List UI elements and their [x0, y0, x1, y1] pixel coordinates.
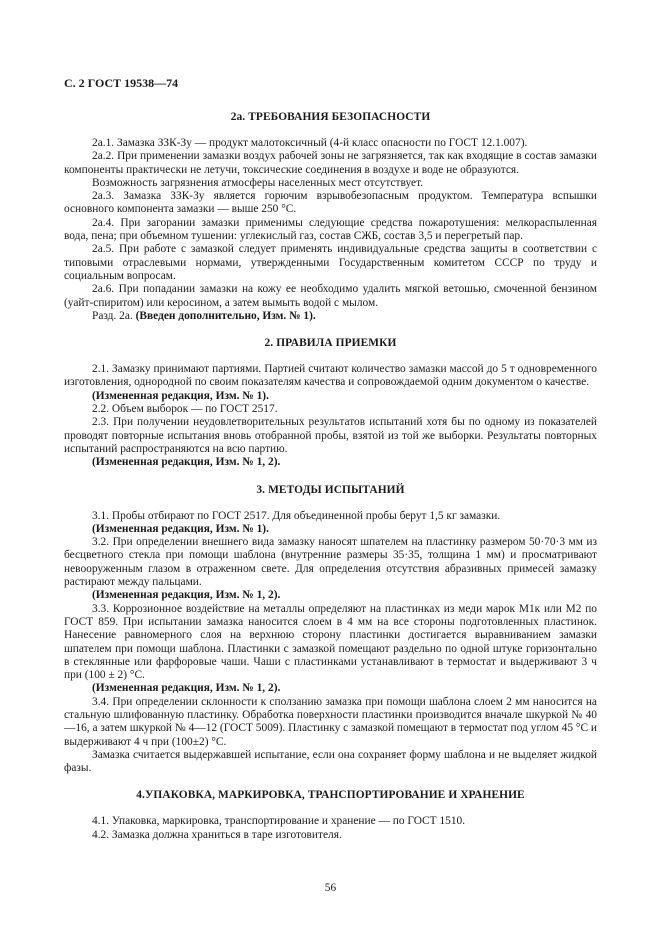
paragraph: Возможность загрязнения атмосферы населенных мест отсутствует. — [92, 176, 424, 189]
page-number: 56 — [324, 882, 337, 894]
section-title: 3. МЕТОДЫ ИСПЫТАНИЙ — [256, 483, 405, 496]
paragraph: 2.2. Объем выборок — по ГОСТ 2517. — [92, 403, 278, 416]
amendment-note: (Измененная редакция, Изм. № 1). — [92, 389, 269, 402]
section-title: 4.УПАКОВКА, МАРКИРОВКА, ТРАНСПОРТИРОВАНИЕ И ХРАНЕНИЕ — [136, 789, 525, 802]
note-prefix: Разд. 2а. — [92, 309, 136, 322]
paragraph: 2а.1. Замазка ЗЗК-Зу — продукт малотоксичный (4-й класс опасности по ГОСТ 12.1.007). — [92, 137, 528, 149]
section-title: 2а. ТРЕБОВАНИЯ БЕЗОПАСНОСТИ — [230, 111, 431, 123]
note-amendment: (Введен дополнительно, Изм. № 1). — [135, 309, 316, 322]
section-3 — [64, 484, 597, 776]
paragraph: 4.1. Упаковка, маркировка, транспортирование и хранение — по ГОСТ 1510. — [92, 815, 466, 828]
paragraph: Замазка считается выдержавшей испытание, если она сохраняет форму шаблона и не выделяет жидкой фазы. — [64, 748, 597, 775]
paragraph: 3.4. При определении склонности к сползанию замазка при помощи шаблона слоем 2 мм наносится на стальную шлифованную пластинку. Обработка поверхности пластинки производится вначале шкуркой № 40—16, а затем шкуркой № 4—12 (ГОСТ 5009). Пластинку с замазкой помещают в термостат под углом 45 °С и выдерживают 4 ч при (100±2) °С. — [64, 695, 597, 748]
amendment-note: (Измененная редакция, Изм. № 1). — [92, 522, 269, 535]
paragraph: 3.1. Пробы отбирают по ГОСТ 2517. Для объединенной пробы берут 1,5 кг замазки. — [92, 509, 501, 522]
paragraph: 3.2. При определении внешнего вида замазку наносят шпателем на пластинку размером 50·70·3 мм из бесцветного стекла при помощи шаблона (внутренние размеры 35·35, толщина 1 мм) и просматривают невооруженным глазом в отраженном свете. Для определения отсутствия абразивных примесей замазку растирают между пальцами. — [64, 536, 597, 589]
section-4 — [64, 789, 597, 842]
paragraph: 2а.4. При загорании замазки применимы следующие средства пожаротушения: мелкораспыленная вода, пена; при объемном тушении: углекислый газ, состав СЖБ, состав 3,5 и перегретый пар. — [64, 216, 597, 243]
section-note — [64, 310, 597, 323]
section-2 — [64, 337, 597, 469]
paragraph: 2а.6. При попадании замазки на кожу ее необходимо удалить мягкой ветошью, смоченной бензином (уайт-спиритом) или керосином, а затем вымыть водой с мылом. — [64, 283, 597, 309]
paragraph: 2.3. При получении неудовлетворительных результатов испытаний хотя бы по одному из показателей проводят повторные испытания вновь отобранной пробы, взятой из той же выборки. Результаты повторных испытаний распространяются на всю партию. — [64, 416, 597, 455]
paragraph: 2.1. Замазку принимают партиями. Партией считают количество замазки массой до 5 т одновременного изготовления, однородной по своим показателям качества и сопровождаемой одним документом о качестве. — [64, 363, 597, 389]
paragraph: 4.2. Замазка должна храниться в таре изготовителя. — [92, 828, 342, 841]
amendment-note: (Измененная редакция, Изм. № 1, 2). — [92, 682, 281, 695]
section-1 — [64, 111, 597, 323]
section-title: 2. ПРАВИЛА ПРИЕМКИ — [264, 337, 397, 350]
page-header: С. 2 ГОСТ 19538—74 — [64, 76, 179, 90]
amendment-note: (Измененная редакция, Изм. № 1, 2). — [92, 589, 281, 602]
document-body — [64, 111, 597, 842]
amendment-note: (Измененная редакция, Изм. № 1, 2). — [92, 456, 281, 469]
paragraph: 2а.3. Замазка ЗЗК-Зу является горючим взрывобезопасным продуктом. Температура вспышки основного компонента замазки — выше 250 °С. — [64, 190, 597, 216]
paragraph: 3.3. Коррозионное воздействие на металлы определяют на пластинках из меди марок М1к или М2 по ГОСТ 859. При испытании замазка наносится слоем в 4 мм на все стороны подготовленных пластинок. Нанесение равномерного слоя на верхнюю сторону пластинки достигается выравниванием замазки шпателем при помощи шаблона. Пластинки с замазкой помещают раздельно по одной штуке горизонтально в стеклянные или фарфоровые чаши. Чаши с пластинками устанавливают в термостат и выдерживают 3 ч при (100 ± 2) °С. — [64, 602, 597, 682]
paragraph: 2а.5. При работе с замазкой следует применять индивидуальные средства защиты в соответствии с типовыми отраслевыми нормами, утвержденными Государственным комитетом СССР по труду и социальным вопросам. — [64, 243, 597, 282]
paragraph: 2а.2. При применении замазки воздух рабочей зоны не загрязняется, так как входящие в состав замазки компоненты практически не летучи, токсические соединения в воздухе и воде не образуются. — [64, 150, 597, 176]
